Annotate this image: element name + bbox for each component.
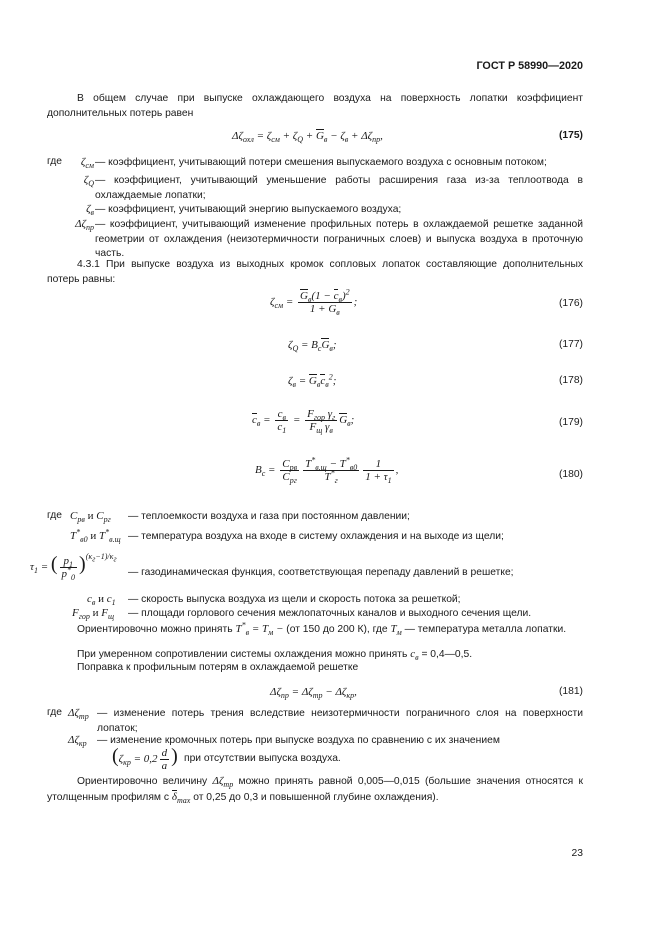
moderate-text-a: При умеренном сопротивлении системы охлаждения можно принять — [77, 649, 408, 660]
equation-181: $\Delta\zeta_{пр} = \Delta\zeta_{тр} - \Delta\zeta_{кр}$, — [270, 686, 357, 701]
symbol-delta-zeta-tr: $\Delta\zeta_{тр}$ — [68, 707, 89, 722]
final-text-b: можно принять равной 0,005—0,015 (большие значения относятся к утолщенным профилям с — [47, 776, 583, 803]
equation-180: $B_c$ = $C_{pв}$ $C_{pг}$ $T^*_{в.щ} - T^*_{в0}$ $T^*_г$ $\frac{1}{1 + \tau_1}$ , — [255, 455, 399, 486]
symbol-areas: $F_{гор}$ и $F_щ$ — [72, 607, 115, 622]
symbol-velocities: $c_в$ и $c_1$ — [87, 593, 116, 608]
definition-temperatures: — температура воздуха на входе в систему охлаждения и на выходе из щели; — [128, 531, 504, 542]
definition-zeta-sm: — коэффициент, учитывающий потери смешения выпускаемого воздуха с основным потоком; — [95, 157, 547, 168]
definition-zeta-v: — коэффициент, учитывающий энергию выпускаемого воздуха; — [95, 204, 402, 215]
definition-delta-zeta-kr: — изменение кромочных потерь при выпуске воздуха по сравнению с их значением — [97, 735, 500, 746]
symbol-delta-max: $\delta_{max}$ — [171, 790, 191, 805]
symbol-delta-zeta-kr: $\Delta\zeta_{кр}$ — [68, 734, 87, 749]
equation-number-181: (181) — [558, 686, 583, 697]
final-paragraph — [47, 774, 583, 805]
symbol-delta-zeta-pr: $\Delta\zeta_{пр}$ — [75, 218, 94, 233]
symbol-temperatures: $T^*_{в0}$ и $T^*_{в.щ}$ — [70, 527, 121, 545]
document-code: ГОСТ Р 58990—2020 — [476, 60, 583, 72]
equation-175: $\Delta\zeta_{охл} = \zeta_{см} + \zeta_Q + G_в - \zeta_в + \Delta\zeta_{пр}$, — [232, 130, 383, 145]
equation-number-177: (177) — [558, 339, 583, 350]
symbol-tau1: $\tau_1$ = ( $\frac{p_1}{p^*_0}$ )$^{(\kappa_г-1)/\kappa_г}$ — [30, 552, 117, 583]
symbol-tm: $T_м$ — [390, 623, 402, 638]
moderate-text-b: = 0,4—0,5. — [421, 649, 473, 660]
equation-178: $\zeta_в = G_вc_в^2$; — [288, 372, 337, 390]
approx-formula: $T^*_в = T_м$ − — [235, 620, 284, 638]
equation-number-176: (176) — [558, 298, 583, 309]
equation-179: $c_в$ = $c_в$ $c_1$ = $F_{гор}$ $\gamma_г$ $F_щ$ $\gamma_в$ $G_в$; — [252, 408, 355, 436]
definition-delta-zeta-pr: — коэффициент, учитывающий изменение профильных потерь в охлаждаемой решетке заданной геометрии от охлаждения (неизотермичности пограничных слоев) и выпуска воздуха в проточную часть. — [95, 219, 583, 260]
approx-text-b: (от 150 до 200 К), где — [286, 624, 388, 635]
definition-tau1: — газодинамическая функция, соответствующая перепаду давлений в решетке; — [128, 567, 514, 578]
equation-177: $\zeta_Q = B_cG_в$; — [288, 339, 337, 354]
where-label-3: где — [47, 707, 63, 718]
and-word-3: и — [98, 593, 105, 605]
final-text-c: от 0,25 до 0,3 и повышенной глубине охлаждения). — [193, 791, 439, 803]
definition-zeta-q: — коэффициент, учитывающий уменьшение работы расширения газа из-за теплоотвода в охлаждаемые лопатки; — [95, 175, 583, 201]
symbol-zeta-v: $\zeta_в$ — [86, 203, 94, 218]
equation-176: $\zeta_{см}$ = $G_в(1 - c_в)^2$ $1 + G_в$ ; — [270, 287, 358, 318]
section-4-3-1: 4.3.1 При выпуске воздуха из выходных кромок сопловых лопаток составляющие дополнительных потерь равны: — [47, 259, 583, 285]
equation-number-180: (180) — [558, 469, 583, 480]
symbol-cp: $C_{pв}$ и $C_{pг}$ — [70, 510, 111, 525]
equation-number-179: (179) — [558, 417, 583, 428]
definition-delta-zeta-kr-cont: при отсутствии выпуска воздуха. — [184, 753, 341, 764]
intro-paragraph: В общем случае при выпуске охлаждающего воздуха на поверхность лопатки коэффициент дополнительных потерь равен — [47, 93, 583, 119]
definition-areas: — площади горлового сечения межлопаточных каналов и выходного сечения щели. — [128, 608, 532, 619]
symbol-zeta-sm: $\zeta_{см}$ — [80, 156, 94, 171]
and-word-4: и — [92, 607, 99, 619]
equation-number-178: (178) — [558, 375, 583, 386]
approx-text-c: — температура металла лопатки. — [404, 624, 567, 635]
definition-cp: — теплоемкости воздуха и газа при постоянном давлении; — [128, 511, 410, 522]
symbol-zeta-q: $\zeta_Q$ — [83, 174, 94, 189]
zeta-kr-formula: ($\zeta_{кр} = 0,2$ $\frac{d}{a}$ ) — [112, 745, 178, 772]
page-number: 23 — [571, 848, 583, 859]
where-label-2: где — [47, 510, 63, 521]
and-word: и — [87, 510, 94, 522]
definition-velocities: — скорость выпуска воздуха из щели и скорость потока за решеткой; — [128, 594, 461, 605]
approx-paragraph — [47, 622, 583, 638]
correction-paragraph: Поправка к профильным потерям в охлаждаемой решетке — [77, 662, 359, 673]
where-label: где — [47, 156, 63, 167]
symbol-delta-zeta-tr-2: $\Delta\zeta_{тр}$ — [212, 775, 234, 790]
definition-delta-zeta-tr: — изменение потерь трения вследствие неизотермичности пограничного слоя на поверхности лопаток; — [97, 708, 583, 734]
approx-text-a: Ориентировочно можно принять — [77, 624, 233, 635]
and-word-2: и — [90, 530, 97, 542]
symbol-cv: $c_в$ — [410, 648, 419, 663]
final-text-a: Ориентировочно величину — [77, 776, 208, 787]
equation-number-175: (175) — [558, 130, 583, 141]
